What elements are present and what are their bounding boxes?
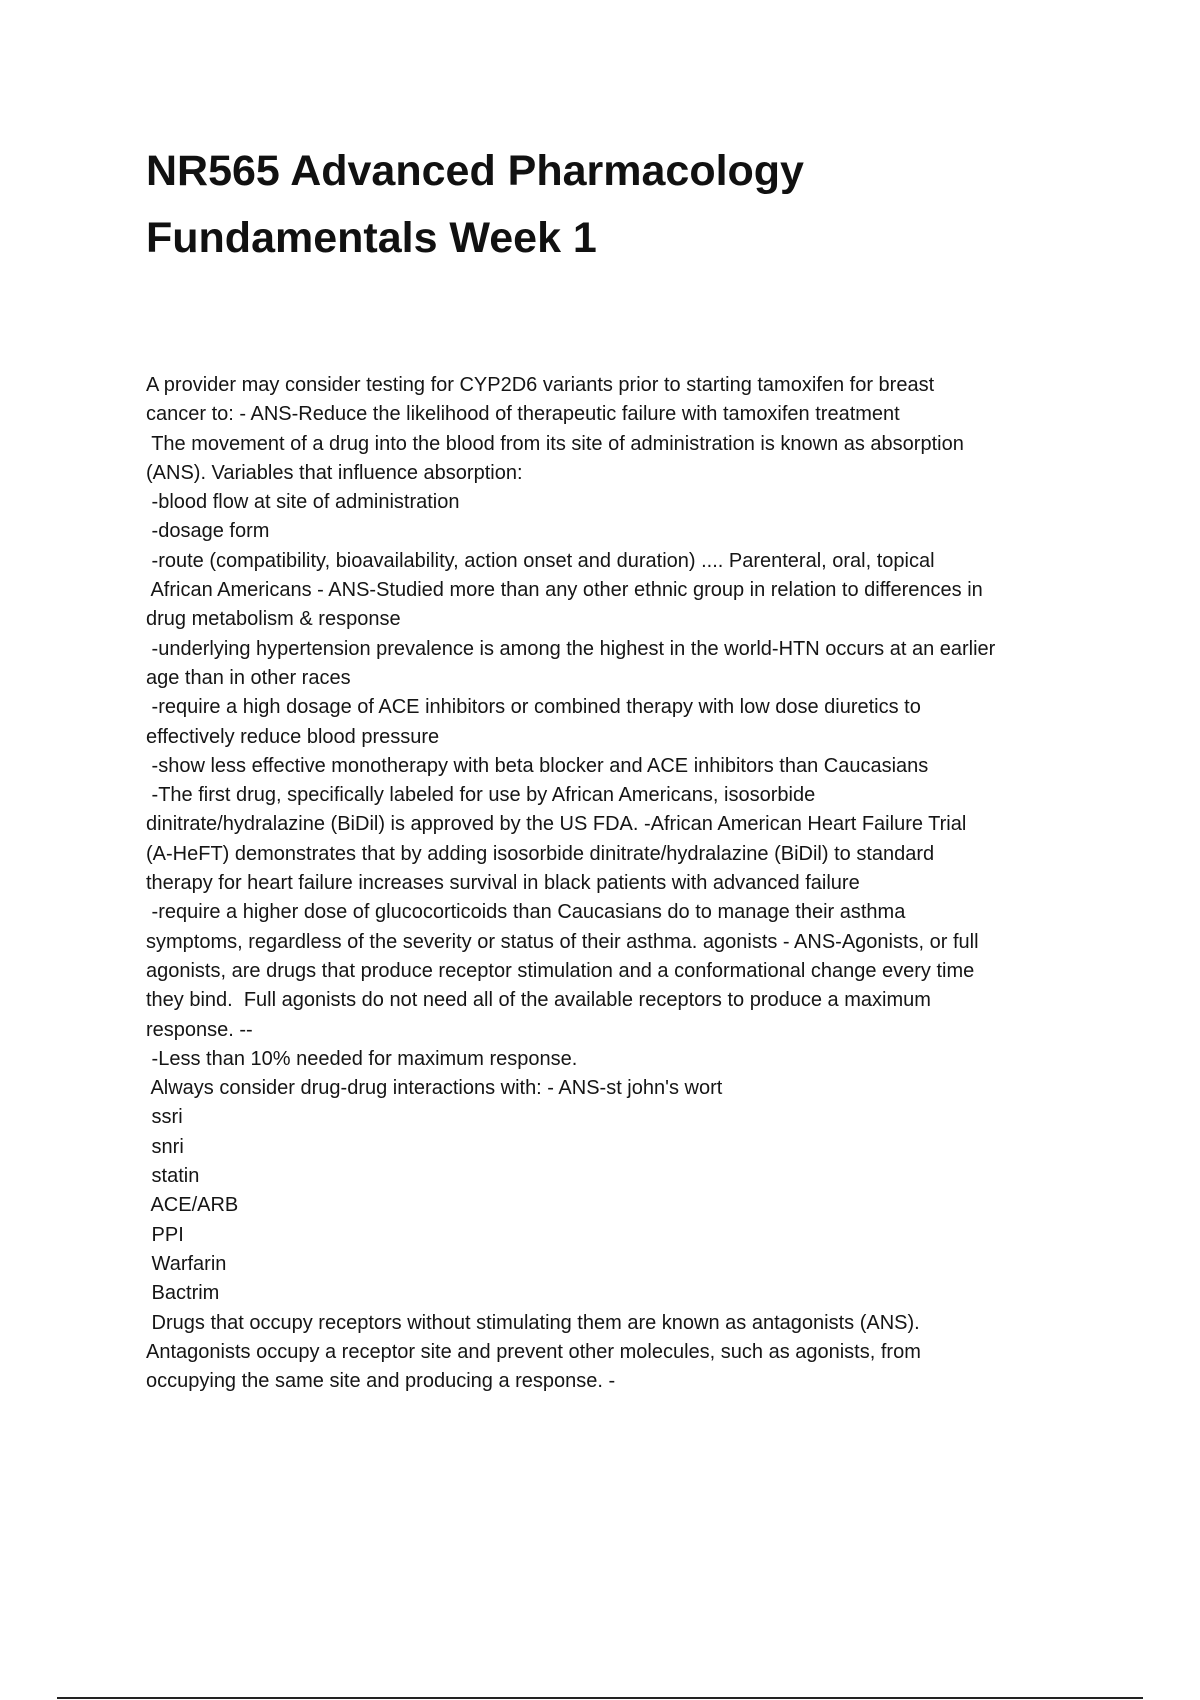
body-line: A provider may consider testing for CYP2D6 variants prior to starting tamoxifen for breast xyxy=(146,374,935,396)
body-line: -dosage form xyxy=(146,520,270,543)
body-line: -show less effective monotherapy with beta blocker and ACE inhibitors than Caucasians xyxy=(146,754,929,777)
body-line: African Americans - ANS-Studied more than any other ethnic group in relation to differences in xyxy=(146,579,983,602)
body-line: -route (compatibility, bioavailability, action onset and duration) .... Parenteral, oral, topical xyxy=(146,549,935,572)
body-line: age than in other races xyxy=(146,666,351,689)
body-line: therapy for heart failure increases survival in black patients with advanced failure xyxy=(146,872,860,895)
body-line: occupying the same site and producing a response. - xyxy=(146,1370,616,1393)
body-line: drug metabolism & response xyxy=(146,608,401,631)
document-body xyxy=(146,371,1096,1396)
body-line: statin xyxy=(146,1165,200,1188)
body-line: agonists, are drugs that produce receptor stimulation and a conformational change every time xyxy=(146,959,975,982)
body-line: -underlying hypertension prevalence is among the highest in the world-HTN occurs at an earlier xyxy=(146,637,996,660)
body-line: -Less than 10% needed for maximum response. xyxy=(146,1047,578,1070)
document-title xyxy=(146,138,1106,272)
body-line: Always consider drug-drug interactions with: - ANS-st john's wort xyxy=(146,1077,723,1100)
body-line: -blood flow at site of administration xyxy=(146,491,460,514)
body-line: Warfarin xyxy=(146,1252,227,1275)
page-bottom-divider xyxy=(57,1697,1143,1699)
body-line: Antagonists occupy a receptor site and prevent other molecules, such as agonists, from xyxy=(146,1340,921,1363)
document-title-line: Fundamentals Week 1 xyxy=(146,214,597,262)
body-line: -require a high dosage of ACE inhibitors or combined therapy with low dose diuretics to xyxy=(146,696,921,719)
body-line: (ANS). Variables that influence absorption: xyxy=(146,461,523,484)
body-line: -The first drug, specifically labeled for use by African Americans, isosorbide xyxy=(146,784,816,807)
body-line: The movement of a drug into the blood from its site of administration is known as absorption xyxy=(146,432,964,455)
body-line: cancer to: - ANS-Reduce the likelihood of therapeutic failure with tamoxifen treatment xyxy=(146,403,900,426)
body-line: PPI xyxy=(146,1223,184,1246)
body-line: they bind. Full agonists do not need all of the available receptors to produce a maximum xyxy=(146,989,931,1012)
body-line: Bactrim xyxy=(146,1282,220,1305)
body-line: response. -- xyxy=(146,1018,253,1041)
body-line: dinitrate/hydralazine (BiDil) is approved by the US FDA. -African American Heart Failure Trial xyxy=(146,813,967,836)
body-line: Drugs that occupy receptors without stimulating them are known as antagonists (ANS). xyxy=(146,1311,920,1334)
body-line: ssri xyxy=(146,1106,183,1129)
body-line: symptoms, regardless of the severity or status of their asthma. agonists - ANS-Agonists, or full xyxy=(146,930,979,953)
body-line: ACE/ARB xyxy=(146,1194,239,1217)
document-title-line: NR565 Advanced Pharmacology xyxy=(146,147,804,195)
body-line: (A-HeFT) demonstrates that by adding isosorbide dinitrate/hydralazine (BiDil) to standard xyxy=(146,842,935,865)
body-line: snri xyxy=(146,1135,184,1158)
body-line: -require a higher dose of glucocorticoids than Caucasians do to manage their asthma xyxy=(146,901,906,924)
body-line: effectively reduce blood pressure xyxy=(146,725,440,748)
